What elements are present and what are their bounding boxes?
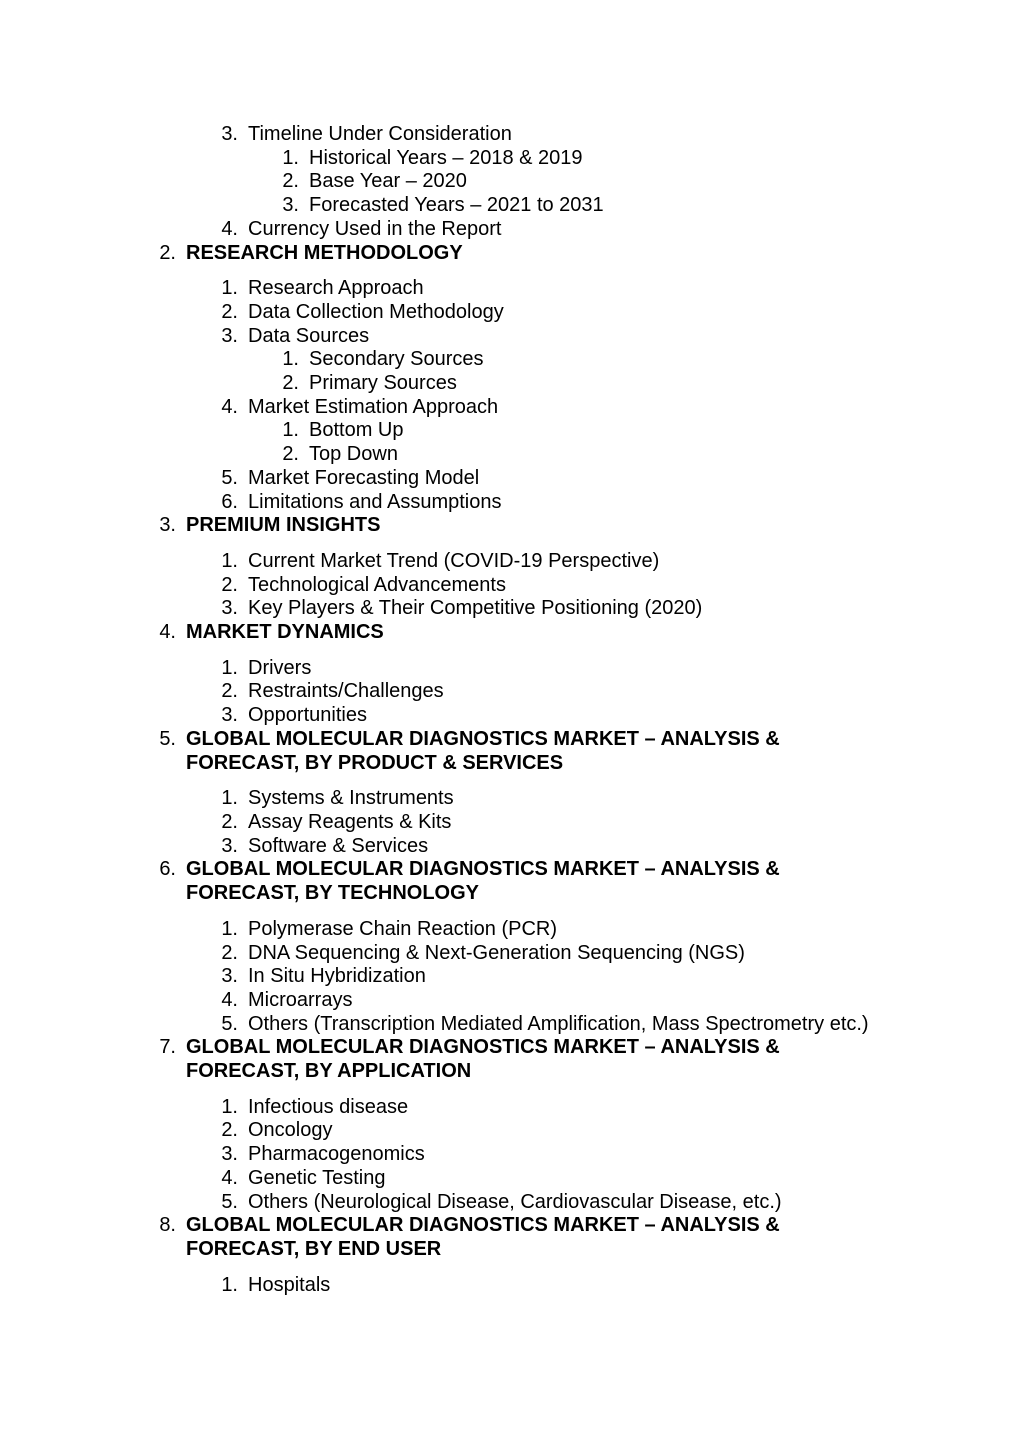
toc-item-text: Infectious disease — [248, 1095, 409, 1118]
toc-list-item — [0, 989, 1023, 1013]
toc-item-number: 1. — [221, 917, 238, 940]
toc-item-number: 4. — [221, 217, 238, 240]
toc-item-text: Secondary Sources — [309, 348, 484, 371]
toc-item-number: 4. — [221, 395, 238, 418]
toc-item-text: Limitations and Assumptions — [248, 490, 502, 513]
toc-item-number: 1. — [221, 549, 238, 572]
toc-item-text: Polymerase Chain Reaction (PCR) — [248, 917, 558, 940]
toc-list-item — [0, 218, 1023, 242]
toc-item-text: Others (Transcription Mediated Amplification, Mass Spectrometry etc.) — [248, 1012, 869, 1035]
toc-item-text: In Situ Hybridization — [248, 965, 426, 988]
toc-list-item — [0, 372, 1023, 396]
toc-item-text: Bottom Up — [309, 419, 404, 442]
toc-item-number: 2. — [221, 300, 238, 323]
toc-list-item — [0, 396, 1023, 420]
toc-item-text: Opportunities — [248, 704, 367, 727]
toc-item-number: 8. — [159, 1214, 176, 1237]
toc-item-text: Technological Advancements — [248, 573, 506, 596]
toc-section-heading — [0, 514, 1023, 538]
toc-list-item — [0, 1274, 1023, 1298]
toc-list-item — [0, 325, 1023, 349]
toc-item-number: 3. — [221, 1143, 238, 1166]
toc-list-item — [0, 170, 1023, 194]
toc-item-text: Currency Used in the Report — [248, 217, 502, 240]
toc-item-number: 3. — [221, 704, 238, 727]
toc-section-heading — [0, 242, 1023, 266]
toc-item-text: GLOBAL MOLECULAR DIAGNOSTICS MARKET – ANALYSIS & FORECAST, BY PRODUCT & SERVICES — [186, 727, 780, 774]
toc-item-text: GLOBAL MOLECULAR DIAGNOSTICS MARKET – ANALYSIS & FORECAST, BY APPLICATION — [186, 1036, 780, 1083]
toc-item-number: 4. — [221, 1166, 238, 1189]
toc-list-item — [0, 657, 1023, 681]
toc-list-item — [0, 704, 1023, 728]
toc-list-item — [0, 277, 1023, 301]
toc-item-number: 5. — [221, 1012, 238, 1035]
toc-list-item — [0, 147, 1023, 171]
toc-list-item — [0, 419, 1023, 443]
toc-item-number: 1. — [282, 348, 299, 371]
toc-item-number: 6. — [221, 490, 238, 513]
table-of-contents — [0, 123, 1023, 1297]
toc-item-number: 1. — [221, 1273, 238, 1296]
toc-item-text: Research Approach — [248, 277, 424, 300]
toc-list-item — [0, 348, 1023, 372]
toc-item-number: 3. — [221, 834, 238, 857]
toc-list-item — [0, 194, 1023, 218]
toc-item-number: 3. — [282, 194, 299, 217]
toc-item-text: Oncology — [248, 1119, 333, 1142]
toc-item-number: 5. — [221, 466, 238, 489]
toc-item-number: 2. — [221, 573, 238, 596]
toc-list-item — [0, 597, 1023, 621]
toc-item-number: 3. — [221, 123, 238, 145]
toc-list-item — [0, 123, 1023, 147]
toc-item-number: 2. — [282, 443, 299, 466]
toc-item-number: 2. — [221, 680, 238, 703]
toc-item-number: 2. — [159, 241, 176, 264]
toc-item-text: PREMIUM INSIGHTS — [186, 514, 381, 537]
toc-item-text: Market Forecasting Model — [248, 466, 480, 489]
toc-list-item — [0, 301, 1023, 325]
toc-item-number: 4. — [159, 621, 176, 644]
toc-item-number: 1. — [221, 277, 238, 300]
toc-item-text: Top Down — [309, 443, 398, 466]
toc-item-text: Historical Years – 2018 & 2019 — [309, 146, 583, 169]
toc-item-text: Microarrays — [248, 988, 353, 1011]
toc-item-number: 2. — [282, 372, 299, 395]
toc-item-text: Data Sources — [248, 324, 370, 347]
toc-item-text: Market Estimation Approach — [248, 395, 499, 418]
toc-list-item — [0, 1143, 1023, 1167]
toc-item-text: DNA Sequencing & Next-Generation Sequencing (NGS) — [248, 941, 745, 964]
toc-item-number: 5. — [221, 1190, 238, 1213]
toc-item-number: 2. — [221, 1119, 238, 1142]
toc-item-text: RESEARCH METHODOLOGY — [186, 241, 463, 264]
toc-item-text: GLOBAL MOLECULAR DIAGNOSTICS MARKET – ANALYSIS & FORECAST, BY TECHNOLOGY — [186, 858, 780, 905]
toc-list-item — [0, 811, 1023, 835]
toc-section-heading — [0, 1036, 1023, 1083]
toc-item-text: Hospitals — [248, 1273, 331, 1296]
toc-list-item — [0, 443, 1023, 467]
toc-list-item — [0, 942, 1023, 966]
toc-item-text: Restraints/Challenges — [248, 680, 444, 703]
toc-list-item — [0, 491, 1023, 515]
toc-section-heading — [0, 858, 1023, 905]
toc-list-item — [0, 1096, 1023, 1120]
toc-list-item — [0, 835, 1023, 859]
toc-item-number: 1. — [282, 419, 299, 442]
toc-item-text: Data Collection Methodology — [248, 300, 504, 323]
toc-list-item — [0, 1013, 1023, 1037]
toc-item-number: 3. — [221, 324, 238, 347]
toc-list-item — [0, 1119, 1023, 1143]
toc-item-text: Forecasted Years – 2021 to 2031 — [309, 194, 604, 217]
toc-list-item — [0, 1167, 1023, 1191]
toc-item-text: Primary Sources — [309, 372, 457, 395]
toc-item-number: 3. — [221, 597, 238, 620]
toc-item-number: 6. — [159, 858, 176, 881]
toc-item-number: 1. — [221, 656, 238, 679]
toc-item-text: Timeline Under Consideration — [248, 123, 512, 145]
toc-item-text: Drivers — [248, 656, 312, 679]
toc-item-number: 2. — [282, 170, 299, 193]
toc-section-heading — [0, 728, 1023, 775]
toc-item-text: Pharmacogenomics — [248, 1143, 425, 1166]
toc-item-number: 5. — [159, 727, 176, 750]
toc-item-number: 3. — [221, 965, 238, 988]
toc-list-item — [0, 965, 1023, 989]
toc-list-item — [0, 787, 1023, 811]
toc-list-item — [0, 918, 1023, 942]
toc-list-item — [0, 467, 1023, 491]
toc-item-number: 1. — [221, 1095, 238, 1118]
toc-item-number: 7. — [159, 1036, 176, 1059]
toc-item-text: Others (Neurological Disease, Cardiovascular Disease, etc.) — [248, 1190, 782, 1213]
toc-list-item — [0, 550, 1023, 574]
toc-section-heading — [0, 1214, 1023, 1261]
toc-item-number: 1. — [221, 787, 238, 810]
toc-item-text: Key Players & Their Competitive Positioning (2020) — [248, 597, 703, 620]
toc-item-number: 2. — [221, 941, 238, 964]
toc-item-number: 3. — [159, 514, 176, 537]
toc-section-heading — [0, 621, 1023, 645]
toc-item-text: Software & Services — [248, 834, 429, 857]
toc-list-item — [0, 1191, 1023, 1215]
toc-item-text: Genetic Testing — [248, 1166, 386, 1189]
toc-item-text: Base Year – 2020 — [309, 170, 467, 193]
toc-item-text: Systems & Instruments — [248, 787, 454, 810]
toc-item-number: 2. — [221, 810, 238, 833]
toc-item-number: 1. — [282, 146, 299, 169]
toc-list-item — [0, 680, 1023, 704]
toc-item-text: MARKET DYNAMICS — [186, 621, 384, 644]
toc-item-text: Assay Reagents & Kits — [248, 810, 452, 833]
toc-item-text: Current Market Trend (COVID-19 Perspective) — [248, 549, 660, 572]
toc-item-text: GLOBAL MOLECULAR DIAGNOSTICS MARKET – ANALYSIS & FORECAST, BY END USER — [186, 1214, 780, 1260]
toc-item-number: 4. — [221, 988, 238, 1011]
toc-list-item — [0, 574, 1023, 598]
